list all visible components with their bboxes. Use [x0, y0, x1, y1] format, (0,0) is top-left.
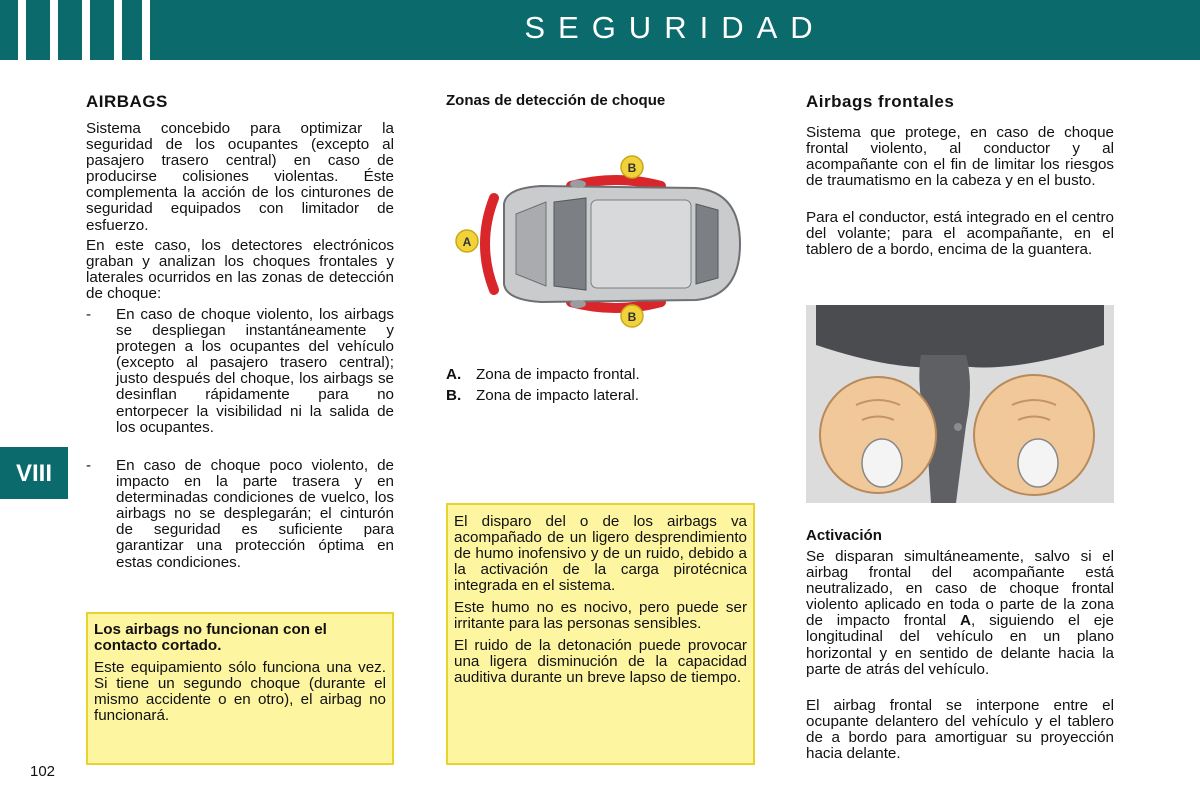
list-item — [86, 458, 394, 571]
car-body — [504, 180, 740, 308]
note-text: Este humo no es nocivo, pero puede ser irritante para las personas sensibles. — [454, 599, 747, 632]
airbags-detectors: En este caso, los detectores electrónicos graban y analizan los choques frontales y laterales ocurridos en las zonas de detección de choque: — [86, 237, 394, 303]
note-box-center — [446, 503, 755, 765]
note-text: El disparo del o de los airbags va acompañado de un ligero desprendimiento de humo inofensivo y de un ruido, debido a la activación de la carga pirotécnica integrada en el sistema. — [454, 513, 747, 594]
zones-title: Zonas de detección de choque — [446, 92, 666, 109]
header-stripe — [114, 0, 122, 60]
legend-item — [446, 387, 639, 404]
frontal-airbags-intro: Sistema que protege, en caso de choque frontal violento, al conductor y al acompañante con el fin de limitar los riesgos de traumatismo en la cabeza y en el busto. — [806, 124, 1114, 190]
driver-head — [862, 439, 902, 487]
header-stripe — [82, 0, 90, 60]
passenger-head — [1018, 439, 1058, 487]
airbags-title: AIRBAGS — [86, 92, 168, 111]
legend-item — [446, 366, 640, 383]
label-b: B — [627, 310, 637, 324]
car-diagram — [446, 148, 756, 338]
activation-text-part: , siguiendo el eje longitudinal del vehículo en un plano horizontal y en sentido de delante hacia la parte de atrás del vehículo. — [806, 612, 1114, 678]
header-bar — [0, 0, 1200, 60]
section-tab-label: VIII — [15, 460, 52, 487]
legend-key: B. — [446, 387, 462, 404]
bullet-dash: - — [86, 457, 92, 474]
legend-text: Zona de impacto lateral. — [476, 387, 639, 404]
console-knob — [954, 423, 962, 431]
bullet-text: En caso de choque poco violento, de impacto en la parte trasera y en determinadas condiciones de vuelco, los airbags no se desplegarán; el cinturón de seguridad es suficiente para garantizar una protección óptima en estas condiciones. — [116, 457, 394, 571]
bullet-text: En caso de choque violento, los airbags se despliegan instantáneamente y protegen a los ocupantes del vehículo (excepto al pasajero trasero central); justo después del choque, los airbags se desinflan rápidamente para no entorpecer la visibilidad ni la salida de los ocupantes. — [116, 306, 394, 436]
header-stripe — [18, 0, 26, 60]
header-stripe — [50, 0, 58, 60]
bullet-dash: - — [86, 306, 92, 323]
airbag-illustration — [806, 305, 1114, 503]
list-item — [86, 307, 394, 436]
airbags-intro: Sistema concebido para optimizar la seguridad de los ocupantes (excepto al pasajero trasero central) en caso de producirse colisiones violentas. Éste complementa la acción de los cinturones de seguridad equipados con limitador de esfuerzo. — [86, 120, 394, 234]
activation-text-part: Se disparan simultáneamente, salvo si el airbag frontal del acompañante está neutralizado, en caso de choque frontal violento aplicado en toda o parte de la zona de impacto frontal — [806, 548, 1114, 630]
zone-a-marker — [485, 198, 494, 290]
label-a: A — [462, 235, 472, 249]
note-text: El ruido de la detonación puede provocar una ligera disminución de la capacidad auditiva durante un breve lapso de tiempo. — [454, 637, 747, 686]
section-tab — [0, 447, 68, 499]
activation-text — [806, 549, 1114, 678]
note-title: Los airbags no funcionan con el contacto cortado. — [94, 621, 327, 654]
activation-zone-ref: A — [959, 612, 971, 630]
activation-subtitle: Activación — [806, 527, 882, 544]
activation-interpose: El airbag frontal se interpone entre el ocupante delantero del vehículo y el tablero de a bordo para amortiguar su proyección hacia delante. — [806, 697, 1114, 763]
label-b: B — [627, 161, 637, 175]
page-title: SEGURIDAD — [524, 10, 826, 45]
legend-key: A. — [446, 366, 462, 383]
note-text: Este equipamiento sólo funciona una vez. Si tiene un segundo choque (durante el mismo accidente o en otro), el airbag no funcionará. — [94, 659, 386, 724]
note-box-left — [86, 612, 394, 765]
page-number: 102 — [30, 763, 56, 780]
frontal-airbags-location: Para el conductor, está integrado en el centro del volante; para el acompañante, en el tablero de a bordo, encima de la guantera. — [806, 209, 1114, 259]
header-stripe — [142, 0, 150, 60]
legend-text: Zona de impacto frontal. — [476, 366, 640, 383]
frontal-airbags-title: Airbags frontales — [806, 92, 955, 111]
